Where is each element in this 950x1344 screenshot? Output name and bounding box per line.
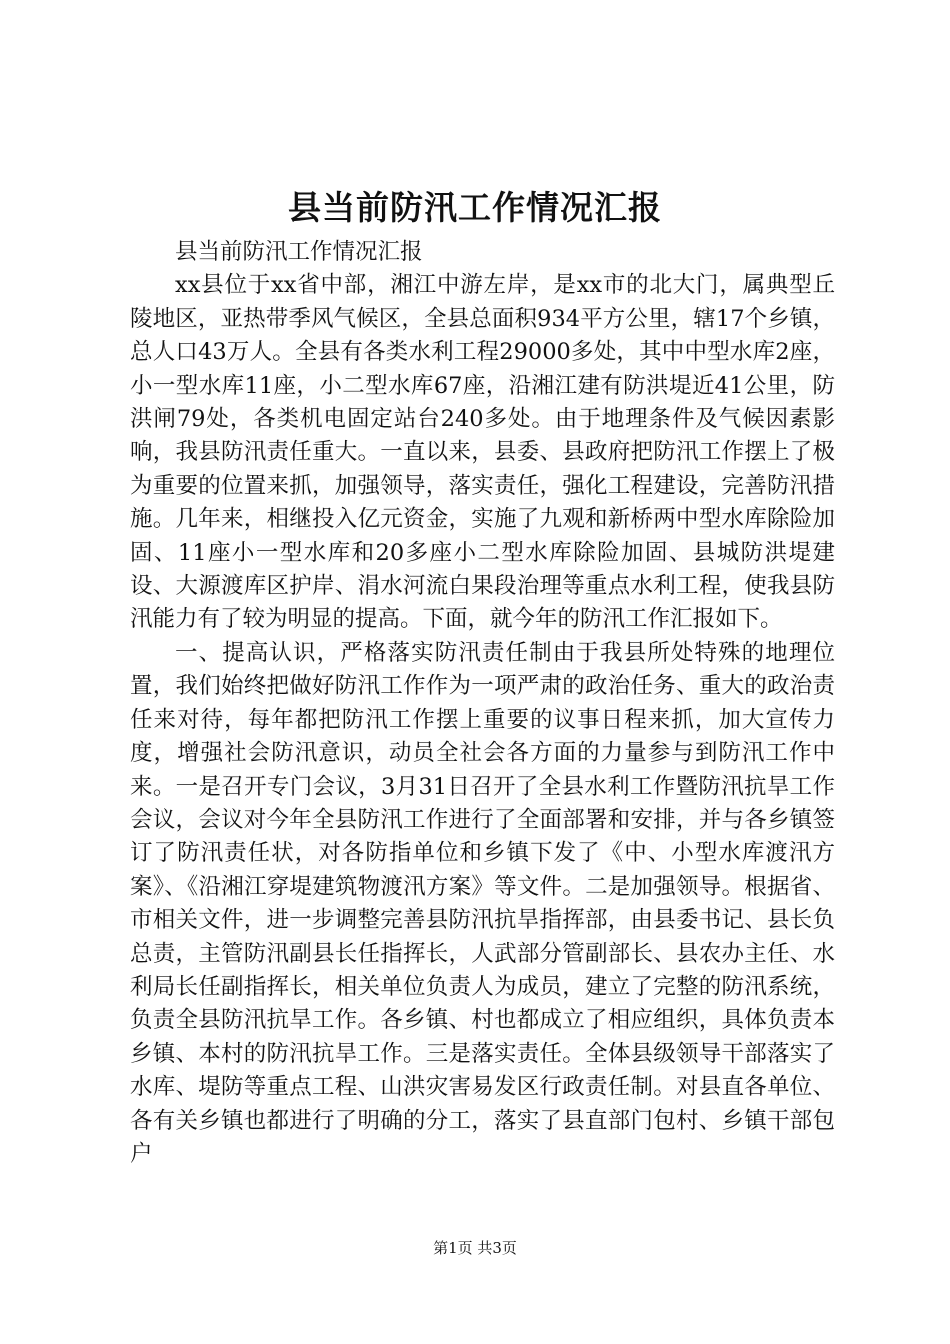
subtitle-paragraph: 县当前防汛工作情况汇报 — [175, 239, 423, 265]
page-footer: 第1页 共3页 — [433, 1239, 517, 1257]
paragraph-intro: xx县位于xx省中部，湘江中游左岸，是xx市的北大门，属典型丘陵地区，亚热带季风气候区，全县总面积934平方公里，辖17个乡镇，总人口43万人。全县有各类水利工程29000多处，其中中型水库2座，小一型水库11座，小二型水库67座，沿湘江建有防洪堤近41公里，防洪闸79处，各类机电固定站台240多处。由于地理条件及气候因素影响，我县防汛责任重大。一直以来，县委、县政府把防汛工作摆上了极为重要的位置来抓，加强领导，落实责任，强化工程建设，完善防汛措施。几年来，相继投入亿元资金，实施了九观和新桥两中型水库除险加固、11座小一型水库和20多座小二型水库除险加固、县城防洪堤建设、大源渡库区护岸、涓水河流白果段治理等重点水利工程，使我县防汛能力有了较为明显的提高。下面，就今年的防汛工作汇报如下。 — [130, 272, 835, 633]
document-title: 县当前防汛工作情况汇报 — [288, 188, 662, 227]
document-body — [130, 236, 835, 1171]
paragraph-section-one: 一、提高认识，严格落实防汛责任制由于我县所处特殊的地理位置，我们始终把做好防汛工作作为一项严肃的政治任务、重大的政治责任来对待，每年都把防汛工作摆上重要的议事日程来抓，加大宣传力度，增强社会防汛意识，动员全社会各方面的力量参与到防汛工作中来。一是召开专门会议，3月31日召开了全县水利工作暨防汛抗旱工作会议，会议对今年全县防汛工作进行了全面部署和安排，并与各乡镇签订了防汛责任状，对各防指单位和乡镇下发了《中、小型水库渡汛方案》、《沿湘江穿堤建筑物渡汛方案》等文件。二是加强领导。根据省、市相关文件，进一步调整完善县防汛抗旱指挥部，由县委书记、县长负总责，主管防汛副县长任指挥长，人武部分管副部长、县农办主任、水利局长任副指挥长，相关单位负责人为成员，建立了完整的防汛系统，负责全县防汛抗旱工作。各乡镇、村也都成立了相应组织，具体负责本乡镇、本村的防汛抗旱工作。三是落实责任。全体县级领导干部落实了水库、堤防等重点工程、山洪灾害易发区行政责任制。对县直各单位、各有关乡镇也都进行了明确的分工，落实了县直部门包村、乡镇干部包户 — [130, 639, 835, 1167]
